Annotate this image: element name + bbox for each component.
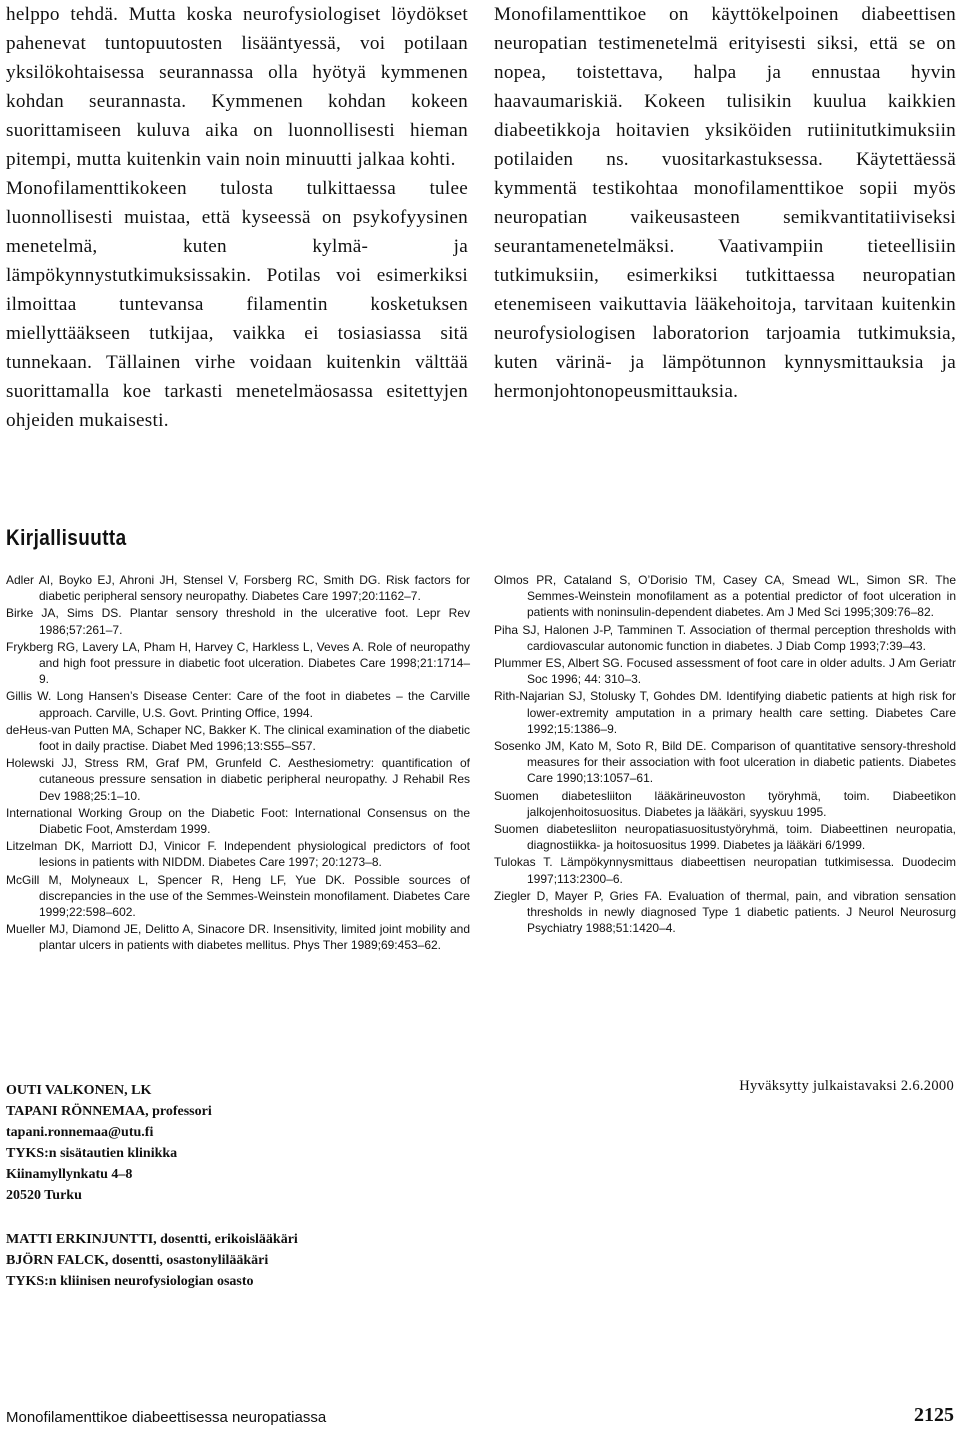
reference-item: Mueller MJ, Diamond JE, Delitto A, Sinacore DR. Insensitivity, limited joint mobility and plantar ulcers in patients with diabetes mellitus. Phys Ther 1989;69:453–62. xyxy=(6,922,470,953)
accepted-date: Hyväksytty julkaistavaksi 2.6.2000 xyxy=(739,1078,954,1094)
body-paragraph: Monofilamenttikokeen tulosta tulkittaessa tulee luonnollisesti muistaa, että kyseessä on psykofyysinen menetelmä, kuten kylmä- ja lämpökynnystutkimuksissakin. Potilas voi esimerkiksi ilmoittaa tuntevansa filamentin kosketuksen miellyttääkseen tutkijaa, vaikka ei tosiasiassa sitä tunnekaan. Tällainen virhe voidaan kuitenkin välttää suorittamalla koe tarkasti menetelmäosassa esitettyjen ohjeiden mukaisesti. xyxy=(6,178,468,431)
reference-item: Birke JA, Sims DS. Plantar sensory threshold in the ulcerative foot. Lepr Rev 1986;57:261–7. xyxy=(6,606,470,637)
reference-item: McGill M, Molyneaux L, Spencer R, Heng LF, Yue DK. Possible sources of discrepancies in the use of the Semmes-Weinstein monofilament. Diabetes Care 1999;22:598–602. xyxy=(6,872,470,920)
body-paragraph: helppo tehdä. Mutta koska neurofysiologiset löydökset pahenevat tuntopuutosten lisääntyessä, voi potilaan yksilökohtaisessa seurannassa olla hyötyä kymmenen kohdan seurannasta. Kymmenen kohdan kokeen suorittamiseen kuluva aika on luonnollisesti hieman pitempi, mutta kuitenkin vain noin minuutti jalkaa kohti. xyxy=(6,4,468,170)
author-line: TAPANI RÖNNEMAA, professori xyxy=(6,1104,212,1119)
page-number: 2125 xyxy=(914,1404,954,1426)
author-line: Kiinamyllynkatu 4–8 xyxy=(6,1167,133,1182)
reference-item: International Working Group on the Diabetic Foot: International Consensus on the Diabetic Foot, Amsterdam 1999. xyxy=(6,805,470,837)
running-title: Monofilamenttikoe diabeettisessa neuropatiassa xyxy=(6,1409,327,1426)
reference-item: Suomen diabetesliiton neuropatiasuositustyöryhmä, toim. Diabeettinen neuropatia, diagnostiikka- ja hoitosuositus 1999. Diabetes ja lääkäri 6/1999. xyxy=(494,822,956,853)
reference-item: Frykberg RG, Lavery LA, Pham H, Harvey C, Harkless L, Veves A. Role of neuropathy and high foot pressure in diabetic foot ulceration. Diabetes Care 1998;21:1714–9. xyxy=(6,639,470,687)
body-column-right xyxy=(494,0,956,435)
author-line: OUTI VALKONEN, LK xyxy=(6,1083,152,1098)
reference-item: Ziegler D, Mayer P, Gries FA. Evaluation of thermal, pain, and vibration sensation thresholds in newly diagnosed Type 1 diabetic patients. J Neurol Neurosurg Psychiatry 1988;51:1420–4. xyxy=(494,888,956,936)
author-line: TYKS:n sisätautien klinikka xyxy=(6,1146,178,1161)
author-line: MATTI ERKINJUNTTI, dosentti, erikoislääkäri xyxy=(6,1232,298,1247)
reference-item: Tulokas T. Lämpökynnysmittaus diabeettisen neuropatian tutkimisessa. Duodecim 1997;113:2300–6. xyxy=(494,855,956,886)
author-line: 20520 Turku xyxy=(6,1188,82,1203)
author-email: tapani.ronnemaa@utu.fi xyxy=(6,1125,154,1140)
reference-item: Gillis W. Long Hansen’s Disease Center: Care of the foot in diabetes – the Carville approach. Carville, U.S. Govt. Printing Office, 1994. xyxy=(6,689,470,720)
reference-item: Holewski JJ, Stress RM, Graf PM, Grunfeld C. Aesthesiometry: quantification of cutaneous pressure sensation in diabetic peripheral neuropathy. J Rehabil Res Dev 1988;25:1–10. xyxy=(6,756,470,803)
reference-item: Adler AI, Boyko EJ, Ahroni JH, Stensel V, Forsberg RC, Smith DG. Risk factors for diabetic peripheral sensory neuropathy. Diabetes Care 1997;20:1162–7. xyxy=(6,573,470,604)
author-block-primary xyxy=(6,1080,466,1206)
reference-item: Suomen diabetesliiton lääkärineuvoston työryhmä, toim. Diabeetikon jalkojenhoitosuositus. Diabetes ja lääkäri, syyskuu 1995. xyxy=(494,788,956,819)
article-body xyxy=(6,0,956,435)
body-paragraph: Monofilamenttikoe on käyttökelpoinen diabeettisen neuropatian testimenetelmä erityisesti siksi, että se on nopea, toistettava, halpa ja ennustaa hyvin haavaumariskiä. Kokeen tulisikin kuulua kaikkien diabeetikkoja hoitavien yksiköiden rutiinitutkimuksiin potilaiden ns. vuositarkastuksessa. Käytettäessä kymmentä testikohtaa monofilamenttikoe sopii myös neuropatian vaikeusasteen semikvantitatiiviseksi seurantamenetelmäksi. Vaativampiin tieteellisiin tutkimuksiin, esimerkiksi tutkittaessa neuropatian etenemiseen vaikuttavia lääkehoitoja, tarvitaan kuitenkin neurofysiologisen laboratorion tarjoamia tutkimuksia, kuten värinä- ja lämpötunnon kynnysmittauksia ja hermonjohtonopeusmittauksia. xyxy=(494,4,956,402)
reference-list xyxy=(6,572,956,955)
body-column-left xyxy=(6,0,468,435)
reference-item: Olmos PR, Cataland S, O’Dorisio TM, Casey CA, Smead WL, Simon SR. The Semmes-Weinstein monofilament as a potential predictor of foot ulceration in patients with noninsulin-dependent diabetes. Am J Med Sci 1995;309:76–82. xyxy=(494,573,956,620)
reference-column-right xyxy=(494,572,956,955)
reference-item: Plummer ES, Albert SG. Focused assessment of foot care in older adults. J Am Geriatr Soc 1996; 44: 310–3. xyxy=(494,656,956,687)
author-line: BJÖRN FALCK, dosentti, osastonylilääkäri xyxy=(6,1253,269,1268)
author-block-secondary xyxy=(6,1229,466,1292)
references-heading: Kirjallisuutta xyxy=(6,525,127,550)
reference-item: Piha SJ, Halonen J-P, Tamminen T. Association of thermal perception thresholds with cardiovascular autonomic function in diabetes. J Diab Comp 1993;7:39–43. xyxy=(494,622,956,653)
reference-item: Rith-Najarian SJ, Stolusky T, Gohdes DM. Identifying diabetic patients at high risk for lower-extremity amputation in a primary health care setting. Diabetes Care 1992;15:1386–9. xyxy=(494,689,956,736)
reference-item: Litzelman DK, Marriott DJ, Vinicor F. Independent physiological predictors of foot lesions in patients with NIDDM. Diabetes Care 1997; 20:1273–8. xyxy=(6,839,470,870)
reference-item: deHeus-van Putten MA, Schaper NC, Bakker K. The clinical examination of the diabetic foot in daily practise. Diabet Med 1996;13:S55–S57. xyxy=(6,722,471,754)
author-info xyxy=(6,1080,466,1292)
reference-item: Sosenko JM, Kato M, Soto R, Bild DE. Comparison of quantitative sensory-threshold measures for their association with foot ulceration in diabetic patients. Diabetes Care 1990;13:1057–61. xyxy=(494,739,956,786)
reference-column-left xyxy=(6,572,470,955)
author-line: TYKS:n kliinisen neurofysiologian osasto xyxy=(6,1274,254,1289)
